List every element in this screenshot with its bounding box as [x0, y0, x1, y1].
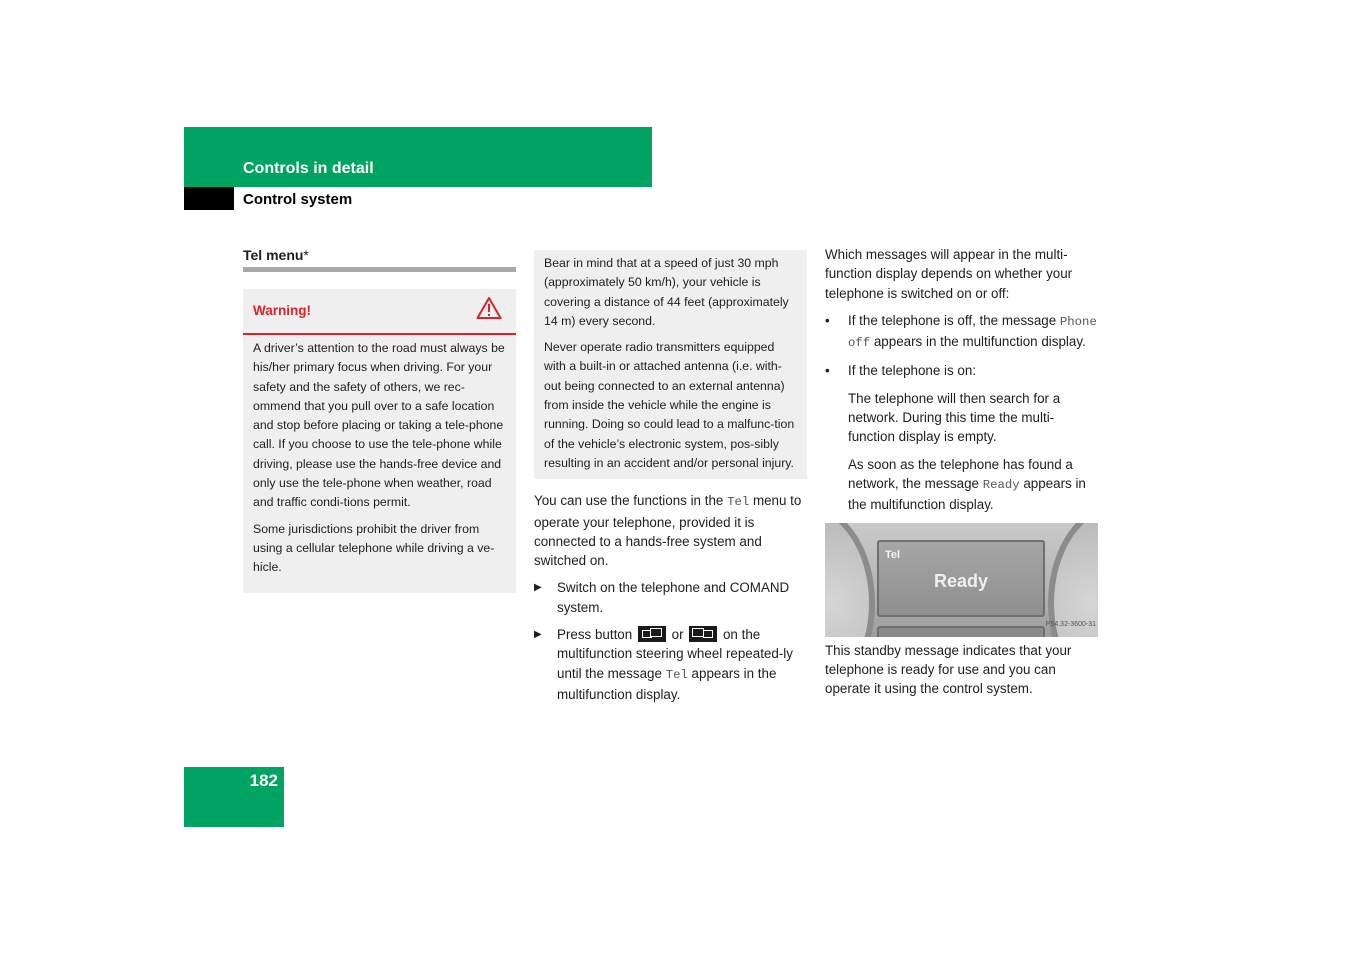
sub-paragraph: The telephone will then search for a network. During this time the multi-function display is empty.	[848, 390, 1061, 445]
column-left	[243, 245, 516, 593]
image-code: P54.32-3600-31	[1045, 621, 1096, 629]
step-arrow-icon: ▶	[534, 629, 542, 641]
warning-triangle-icon	[476, 296, 502, 325]
sub-paragraph: As soon as the telephone has found a network, the message Ready appears in the multifunction display.	[848, 456, 1086, 513]
note-box	[534, 250, 807, 479]
display-menu-label: Tel	[885, 548, 901, 561]
warning-label: Warning!	[253, 303, 311, 319]
column-middle	[534, 250, 807, 704]
warning-text: A driver’s attention to the road must always be his/her primary focus when driving. For your safety and the safety of others, we rec-ommend that you pull over to a safe location and stop before placing or taking a tele-phone call. If you choose to use the tele-phone while driving, please use the hands-free device and only use the tele-phone when weather, road and traffic condi-tions permit.	[253, 341, 505, 510]
tel-menu-heading: Tel menu*	[243, 247, 309, 263]
bullet-icon: •	[825, 363, 830, 379]
bullet-icon: •	[825, 312, 830, 328]
image-caption: This standby message indicates that your telephone is ready for use and you can operate it using the control system.	[825, 642, 1072, 697]
section-marker	[184, 187, 234, 210]
section-title: Control system	[243, 191, 353, 208]
previous-display-button-icon	[689, 626, 717, 642]
intro-paragraph: You can use the functions in the Tel menu to operate your telephone, provided it is connected to a hands-free system and switched on.	[534, 493, 802, 569]
next-display-button-icon	[638, 626, 666, 642]
heading-rule	[243, 267, 516, 272]
left-gauge	[825, 523, 875, 637]
column-right	[825, 245, 1098, 698]
chapter-title: Controls in detail	[243, 160, 374, 177]
bullet-item: • If the telephone is on:	[825, 361, 1098, 380]
multifunction-display	[877, 540, 1045, 617]
warning-header	[243, 289, 516, 335]
bullet-item: • If the telephone is off, the message Phone off appears in the multifunction display.	[825, 311, 1098, 354]
display-message: Ready	[933, 570, 989, 591]
page-number-box	[184, 767, 284, 827]
instruction-step: ▶ Switch on the telephone and COMAND system.	[534, 578, 807, 617]
step-arrow-icon: ▶	[534, 582, 542, 594]
warning-box	[243, 289, 516, 593]
warning-text: Some jurisdictions prohibit the driver from using a cellular telephone while driving a ve-hicle.	[253, 521, 495, 575]
instrument-cluster-image	[825, 523, 1098, 637]
messages-intro: Which messages will appear in the multi-function display depends on whether your telephone is switched on or off:	[825, 247, 1073, 301]
note-text: Bear in mind that at a speed of just 30 mph (approximately 50 km/h), your vehicle is covering a distance of 44 feet (approximately 14 m) every second.	[544, 256, 789, 328]
note-text: Never operate radio transmitters equipped with a built-in or attached antenna (i.e. with-out being connected to an external antenna) from inside the vehicle while the engine is running. Doing so could lead to a malfunc-tion of the vehicle’s electronic system, pos-sibly resulting in an accident and/or personal injury.	[544, 340, 795, 470]
lower-display	[877, 626, 1045, 637]
instruction-step: ▶ Press button or on the multifunction steering wheel repeated-ly until the message Tel appears in the multifunction display.	[534, 625, 807, 704]
page-number: 182	[249, 771, 278, 790]
